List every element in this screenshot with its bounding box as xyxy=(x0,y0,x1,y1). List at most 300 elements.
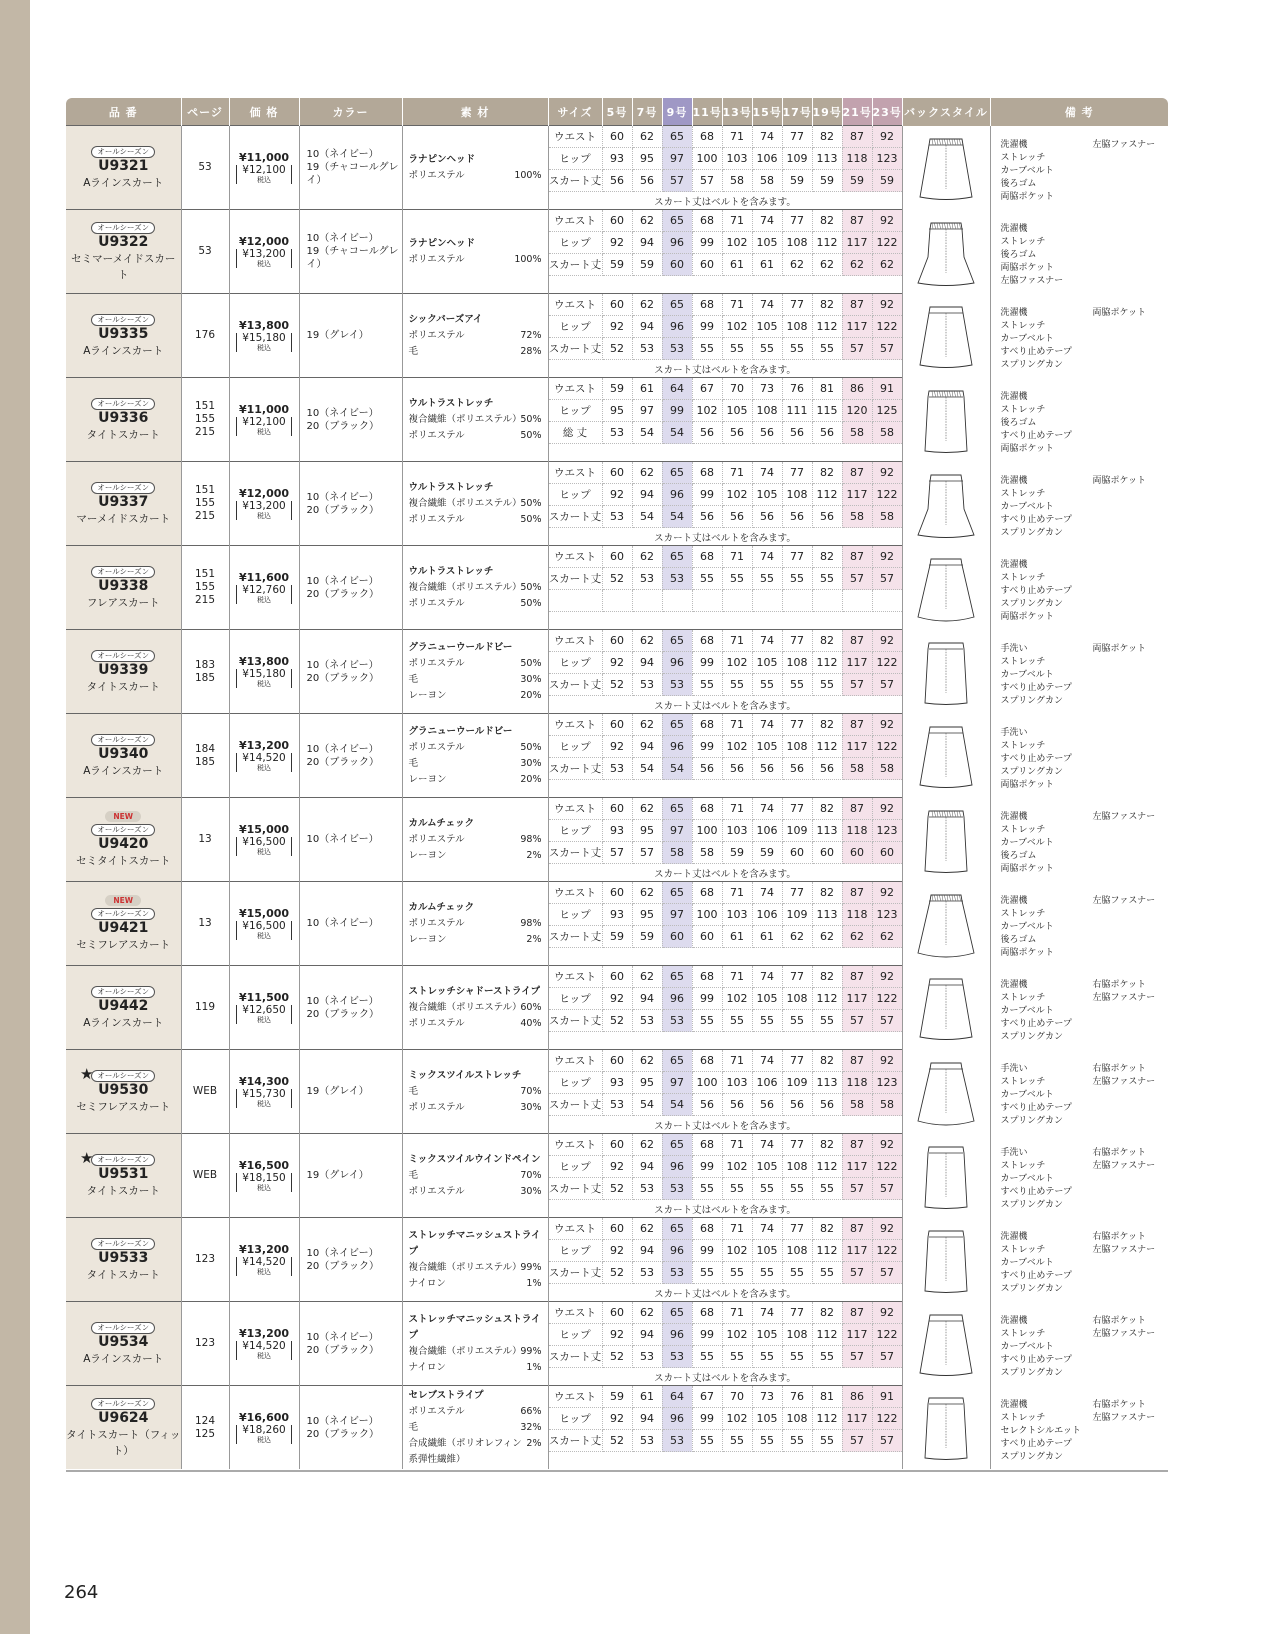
size-value: 62 xyxy=(632,294,662,316)
size-value: 97 xyxy=(662,904,692,926)
size-value: 74 xyxy=(752,630,782,652)
size-value: 96 xyxy=(662,736,692,758)
remark-line xyxy=(1001,779,1169,792)
product-name: Aラインスカート xyxy=(83,1352,164,1365)
price: ¥12,000 xyxy=(238,486,290,500)
fiber-name: 複合繊維（ポリエステル） xyxy=(408,581,522,593)
header-cell: バックスタイル xyxy=(902,98,990,126)
size-value: 52 xyxy=(602,1346,632,1368)
size-value: 53 xyxy=(662,568,692,590)
skirt-back-illustration xyxy=(910,1388,982,1466)
size-value: 57 xyxy=(872,1346,902,1368)
size-value: 74 xyxy=(752,1218,782,1240)
season-badge: オールシーズン xyxy=(91,482,155,494)
back-style-cell xyxy=(902,882,990,966)
color-cell xyxy=(299,378,402,462)
product-name: Aラインスカート xyxy=(83,1016,164,1029)
fiber-name: 毛 xyxy=(408,757,419,769)
size-value: 68 xyxy=(692,294,722,316)
remark-line xyxy=(1001,611,1169,624)
page-ref: 215 xyxy=(194,510,216,522)
size-value: 54 xyxy=(662,758,692,780)
remark: カーブベルト xyxy=(1000,1005,1054,1016)
remarks-cell xyxy=(990,1218,1168,1302)
size-value: 77 xyxy=(782,882,812,904)
composition-row xyxy=(409,1344,542,1360)
size-value: 57 xyxy=(602,842,632,864)
material-name: ミックスツイルストレッチ xyxy=(408,1069,522,1081)
belt-note-cell xyxy=(548,1452,902,1470)
size-value: 62 xyxy=(632,462,662,484)
size-value: 105 xyxy=(752,1408,782,1430)
fiber-name: ポリエステル xyxy=(408,429,465,441)
material-name: カルムチェック xyxy=(408,901,475,913)
size-value: 58 xyxy=(752,170,782,192)
color-cell xyxy=(299,630,402,714)
fiber-percent: 50% xyxy=(520,429,542,441)
size-value: 65 xyxy=(662,630,692,652)
remark-line xyxy=(1001,417,1169,430)
composition-row xyxy=(409,496,542,512)
page-ref: 183 xyxy=(194,658,216,671)
remark-line xyxy=(1001,1005,1169,1018)
remark-line xyxy=(1001,1367,1169,1380)
size-value: 59 xyxy=(812,170,842,192)
remark-line xyxy=(1001,1031,1169,1044)
size-value: 65 xyxy=(662,798,692,820)
belt-note-cell: スカート丈はベルトを含みます。 xyxy=(548,696,902,714)
size-value: 99 xyxy=(692,484,722,506)
size-value: 96 xyxy=(662,988,692,1010)
color-option: 10（ネイビー） xyxy=(306,491,379,503)
remark-line xyxy=(1001,656,1169,669)
size-value: 87 xyxy=(842,294,872,316)
size-value: 122 xyxy=(872,988,902,1010)
size-value: 60 xyxy=(602,798,632,820)
size-value: 71 xyxy=(722,882,752,904)
size-value: 95 xyxy=(632,148,662,170)
remark-right: 右脇ポケット xyxy=(1092,1315,1147,1326)
price-with-tax: ¥15,730 xyxy=(242,1087,286,1100)
size-value: 53 xyxy=(662,674,692,696)
size-blank xyxy=(662,590,692,612)
size-value: 59 xyxy=(722,842,752,864)
remark-line xyxy=(1001,1451,1169,1464)
size-value: 65 xyxy=(662,714,692,736)
remark: ストレッチ xyxy=(1000,236,1046,247)
size-value: 59 xyxy=(602,378,632,400)
remark: すべり止めテープ xyxy=(1000,1438,1072,1449)
size-value: 74 xyxy=(752,210,782,232)
composition-row xyxy=(409,1260,542,1276)
size-value: 77 xyxy=(782,1302,812,1324)
size-value: 94 xyxy=(632,652,662,674)
remark: ストレッチ xyxy=(1000,824,1046,835)
material-name: ミックスツイルウインドペイン xyxy=(408,1153,541,1165)
size-value: 81 xyxy=(812,378,842,400)
size-label: ウエスト xyxy=(548,714,602,736)
size-value: 62 xyxy=(632,1134,662,1156)
size-value: 60 xyxy=(692,926,722,948)
remark: スプリングカン xyxy=(1000,1367,1063,1378)
size-label: スカート丈 xyxy=(548,170,602,192)
material-cell xyxy=(402,798,548,882)
remark-right: 右脇ポケット xyxy=(1092,979,1147,990)
product-row-u9421 xyxy=(66,882,1168,904)
price-tax-box xyxy=(236,1005,291,1024)
size-value: 58 xyxy=(872,422,902,444)
size-value: 57 xyxy=(872,338,902,360)
size-value: 53 xyxy=(662,1178,692,1200)
remark: 手洗い xyxy=(1000,727,1028,738)
size-value: 108 xyxy=(782,484,812,506)
size-value: 62 xyxy=(632,966,662,988)
remark: 洗濯機 xyxy=(1000,307,1028,318)
header-cell: 9号 xyxy=(662,98,692,126)
size-value: 55 xyxy=(782,1430,812,1452)
remark-line xyxy=(1001,191,1169,204)
remark-line xyxy=(1001,391,1169,404)
fiber-name: 複合繊維（ポリエステル） xyxy=(408,413,522,425)
size-value: 92 xyxy=(872,1302,902,1324)
size-value: 61 xyxy=(752,926,782,948)
price-cell xyxy=(229,546,299,630)
size-value: 100 xyxy=(692,904,722,926)
size-value: 53 xyxy=(632,338,662,360)
material-name: グラニューウールドビー xyxy=(408,641,513,653)
remark: カーブベルト xyxy=(1000,333,1054,344)
page-ref: 151 xyxy=(194,400,216,412)
season-badge: オールシーズン xyxy=(91,734,155,746)
remark: 洗濯機 xyxy=(1000,1315,1028,1326)
material-cell xyxy=(402,1218,548,1302)
page-ref: 155 xyxy=(194,581,216,593)
fiber-percent: 66% xyxy=(520,1405,542,1417)
product-name: タイトスカート xyxy=(86,428,160,441)
remark: カーブベルト xyxy=(1000,165,1054,176)
size-label: ウエスト xyxy=(548,966,602,988)
size-value: 92 xyxy=(602,1324,632,1346)
size-value: 57 xyxy=(842,1010,872,1032)
material-name: ラナピンヘッド xyxy=(408,237,476,249)
belt-note-cell: スカート丈はベルトを含みます。 xyxy=(548,1368,902,1386)
remarks-cell xyxy=(990,966,1168,1050)
size-value: 112 xyxy=(812,1156,842,1178)
price-tax-box xyxy=(236,333,291,352)
size-value: 68 xyxy=(692,966,722,988)
fiber-percent: 50% xyxy=(520,581,542,593)
remark-line xyxy=(1001,669,1169,682)
remark: カーブベルト xyxy=(1000,501,1054,512)
size-value: 103 xyxy=(722,820,752,842)
composition-row xyxy=(409,740,542,756)
size-value: 91 xyxy=(872,1386,902,1408)
size-label: スカート丈 xyxy=(548,842,602,864)
remark: 左脇ファスナー xyxy=(1000,275,1064,286)
fiber-name: ナイロン xyxy=(408,1361,446,1373)
back-style-cell xyxy=(902,1134,990,1218)
remarks-cell xyxy=(990,798,1168,882)
product-name: セミタイトスカート xyxy=(76,855,171,867)
price-with-tax: ¥13,200 xyxy=(242,247,286,260)
price: ¥11,600 xyxy=(238,570,290,584)
size-value: 57 xyxy=(842,568,872,590)
size-value: 62 xyxy=(632,714,662,736)
remark: すべり止めテープ xyxy=(1000,1018,1072,1029)
remarks-cell xyxy=(990,378,1168,462)
page-ref: 53 xyxy=(198,245,212,257)
remark-line xyxy=(1001,1438,1169,1451)
remark-line xyxy=(1001,559,1169,572)
season-badge: オールシーズン xyxy=(91,566,155,578)
size-value: 52 xyxy=(602,674,632,696)
remark-line xyxy=(1001,1341,1169,1354)
remark: 後ろゴム xyxy=(1000,417,1037,428)
size-value: 93 xyxy=(602,1072,632,1094)
size-value: 92 xyxy=(872,126,902,148)
remark-line xyxy=(1001,1102,1169,1115)
remark: 後ろゴム xyxy=(1000,249,1037,260)
size-value: 53 xyxy=(602,506,632,528)
size-value: 74 xyxy=(752,462,782,484)
remark-right: 左脇ファスナー xyxy=(1092,1328,1156,1339)
color-cell xyxy=(299,798,402,882)
tax-label: 税込 xyxy=(256,511,271,520)
size-value: 77 xyxy=(782,1218,812,1240)
size-label: スカート丈 xyxy=(548,1178,602,1200)
size-value: 92 xyxy=(602,652,632,674)
size-value: 96 xyxy=(662,1408,692,1430)
size-value: 56 xyxy=(692,1094,722,1116)
remark: スプリングカン xyxy=(1000,1031,1063,1042)
size-label: ウエスト xyxy=(548,294,602,316)
fiber-percent: 98% xyxy=(520,917,542,929)
price: ¥13,200 xyxy=(238,1326,290,1340)
color-option: 10（ネイビー） xyxy=(306,407,379,419)
season-badge: オールシーズン xyxy=(91,398,155,410)
size-value: 55 xyxy=(752,1010,782,1032)
product-cell xyxy=(66,210,181,294)
size-value: 102 xyxy=(722,652,752,674)
back-style-cell xyxy=(902,546,990,630)
product-code: U9337 xyxy=(98,493,149,510)
size-value: 71 xyxy=(722,294,752,316)
remark-line xyxy=(1001,527,1169,540)
product-code: U9339 xyxy=(98,661,149,678)
tax-label: 税込 xyxy=(256,1183,271,1192)
price-with-tax: ¥14,520 xyxy=(242,1339,286,1352)
remark: ストレッチ xyxy=(1000,1244,1046,1255)
size-value: 62 xyxy=(782,254,812,276)
back-style-cell xyxy=(902,1386,990,1470)
size-value: 92 xyxy=(872,882,902,904)
size-value: 64 xyxy=(662,1386,692,1408)
size-label: スカート丈 xyxy=(548,1430,602,1452)
remark: 手洗い xyxy=(1000,1147,1028,1158)
size-value: 102 xyxy=(722,1156,752,1178)
back-style-cell xyxy=(902,462,990,546)
size-value: 56 xyxy=(722,758,752,780)
size-value: 92 xyxy=(872,210,902,232)
composition-row xyxy=(409,1184,542,1200)
size-value: 55 xyxy=(722,1262,752,1284)
color-option: 10（ネイビー） xyxy=(306,743,379,755)
color-cell xyxy=(299,126,402,210)
header-cell: カラー xyxy=(299,98,402,126)
fiber-name: レーヨン xyxy=(408,849,447,861)
color-cell xyxy=(299,462,402,546)
fiber-name: ポリエステル xyxy=(408,833,465,845)
remark-line xyxy=(1001,475,1169,488)
price-cell xyxy=(229,462,299,546)
fiber-name: ポリエステル xyxy=(408,329,465,341)
size-value: 57 xyxy=(662,170,692,192)
composition-row xyxy=(409,772,542,788)
composition-row xyxy=(409,596,542,612)
material-cell xyxy=(402,966,548,1050)
size-value: 87 xyxy=(842,1050,872,1072)
size-value: 74 xyxy=(752,294,782,316)
size-value: 54 xyxy=(662,1094,692,1116)
size-value: 92 xyxy=(872,462,902,484)
size-value: 60 xyxy=(602,1050,632,1072)
size-value: 60 xyxy=(602,714,632,736)
size-value: 55 xyxy=(722,1430,752,1452)
size-value: 55 xyxy=(722,1178,752,1200)
page-ref: 215 xyxy=(194,594,216,606)
size-label: ヒップ xyxy=(548,232,602,254)
season-badge: オールシーズン xyxy=(91,1238,155,1250)
size-value: 86 xyxy=(842,378,872,400)
price-with-tax: ¥16,500 xyxy=(242,919,286,932)
color-option: 20（ブラック） xyxy=(306,420,380,432)
size-value: 82 xyxy=(812,126,842,148)
belt-note-cell: スカート丈はベルトを含みます。 xyxy=(548,864,902,882)
material-cell xyxy=(402,378,548,462)
product-code: U9338 xyxy=(98,577,149,594)
tax-label: 税込 xyxy=(256,1267,271,1276)
size-value: 92 xyxy=(872,630,902,652)
header-row xyxy=(66,98,1168,126)
remarks-cell xyxy=(990,1134,1168,1218)
size-value: 109 xyxy=(782,820,812,842)
composition-row xyxy=(409,672,542,688)
size-value: 57 xyxy=(632,842,662,864)
size-value: 52 xyxy=(602,1430,632,1452)
page-ref: WEB xyxy=(192,1169,218,1181)
size-value: 57 xyxy=(842,1178,872,1200)
tax-label: 税込 xyxy=(256,427,271,436)
page-ref-cell xyxy=(181,1386,229,1470)
size-value: 56 xyxy=(752,422,782,444)
remark-line xyxy=(1001,572,1169,585)
size-value: 62 xyxy=(632,546,662,568)
page-ref-cell xyxy=(181,546,229,630)
remark-line xyxy=(1001,908,1169,921)
size-value: 117 xyxy=(842,736,872,758)
fiber-name: 複合繊維（ポリエステル） xyxy=(408,1345,522,1357)
fiber-name: ポリエステル xyxy=(408,1101,465,1113)
tax-label: 税込 xyxy=(256,763,271,772)
size-value: 60 xyxy=(872,842,902,864)
size-value: 68 xyxy=(692,1218,722,1240)
size-label: ウエスト xyxy=(548,1218,602,1240)
size-value: 103 xyxy=(722,1072,752,1094)
size-value: 55 xyxy=(812,568,842,590)
size-value: 102 xyxy=(722,232,752,254)
size-value: 105 xyxy=(752,1156,782,1178)
page-ref-cell xyxy=(181,1050,229,1134)
belt-note-cell xyxy=(548,444,902,462)
size-blank xyxy=(548,590,602,612)
remark-right: 両脇ポケット xyxy=(1092,307,1147,318)
price-cell xyxy=(229,294,299,378)
size-value: 57 xyxy=(872,674,902,696)
size-value: 56 xyxy=(692,506,722,528)
color-cell xyxy=(299,294,402,378)
remarks-cell xyxy=(990,462,1168,546)
size-value: 92 xyxy=(872,1218,902,1240)
size-value: 115 xyxy=(812,400,842,422)
season-badge: オールシーズン xyxy=(91,1070,155,1082)
size-value: 60 xyxy=(812,842,842,864)
page-ref: 155 xyxy=(194,413,216,425)
page-ref-cell xyxy=(181,966,229,1050)
size-label: スカート丈 xyxy=(548,1010,602,1032)
size-value: 106 xyxy=(752,904,782,926)
remark: 洗濯機 xyxy=(1000,139,1028,150)
remark-line xyxy=(1001,753,1169,766)
size-value: 100 xyxy=(692,148,722,170)
color-option: 20（ブラック） xyxy=(306,1428,380,1440)
remark: カーブベルト xyxy=(1000,1089,1054,1100)
remark-line xyxy=(1001,1244,1169,1257)
remark: すべり止めテープ xyxy=(1000,1186,1072,1197)
color-cell xyxy=(299,210,402,294)
remark: すべり止めテープ xyxy=(1000,1270,1072,1281)
size-value: 53 xyxy=(632,1178,662,1200)
size-value: 105 xyxy=(722,400,752,422)
size-value: 65 xyxy=(662,966,692,988)
size-value: 56 xyxy=(632,170,662,192)
size-label: スカート丈 xyxy=(548,1094,602,1116)
material-name: ウルトラストレッチ xyxy=(408,481,494,493)
size-value: 99 xyxy=(692,1324,722,1346)
size-value: 117 xyxy=(842,1324,872,1346)
remark-line xyxy=(1001,850,1169,863)
product-row-u9321 xyxy=(66,126,1168,148)
size-value: 55 xyxy=(782,1178,812,1200)
size-value: 87 xyxy=(842,546,872,568)
color-cell xyxy=(299,1302,402,1386)
size-value: 56 xyxy=(812,1094,842,1116)
price-cell xyxy=(229,126,299,210)
size-value: 60 xyxy=(662,926,692,948)
size-value: 105 xyxy=(752,316,782,338)
size-value: 57 xyxy=(872,1430,902,1452)
material-name: ストレッチマニッシュストライプ xyxy=(408,1313,541,1341)
size-value: 59 xyxy=(872,170,902,192)
product-name: セミマーメイドスカート xyxy=(71,252,176,281)
price-tax-box xyxy=(236,1257,291,1276)
size-value: 99 xyxy=(662,400,692,422)
remark: スプリングカン xyxy=(1000,359,1063,370)
size-value: 58 xyxy=(722,170,752,192)
fiber-name: レーヨン xyxy=(408,689,447,701)
size-value: 92 xyxy=(602,1240,632,1262)
remark: 洗濯機 xyxy=(1000,1399,1028,1410)
composition-row xyxy=(409,580,542,596)
